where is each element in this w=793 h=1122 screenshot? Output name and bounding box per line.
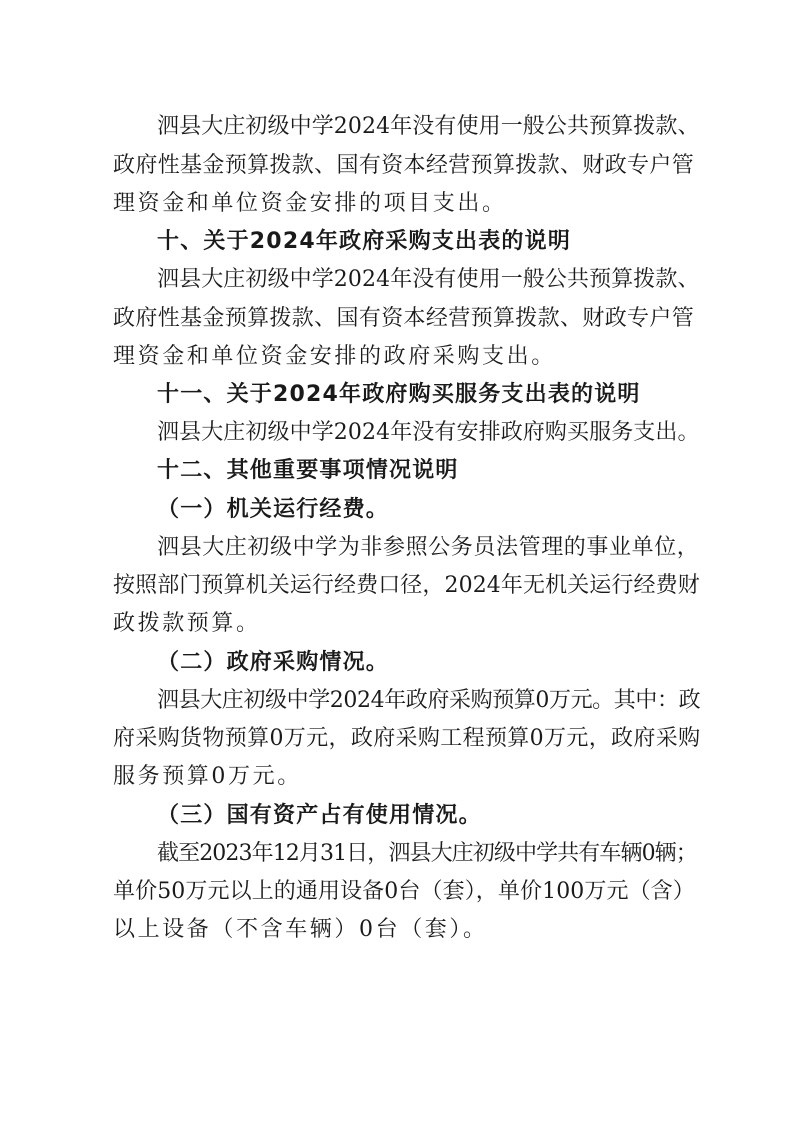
subsection-heading: （三）国有资产占有使用情况。 (157, 803, 482, 828)
section-heading: 十、关于2024年政府采购支出表的说明 (157, 229, 572, 254)
paragraph-line: 泗县大庄初级中学2024年没有使用一般公共预算拨款、 (157, 114, 700, 139)
paragraph-line: 政拨款预算。 (113, 611, 261, 636)
paragraph-line: 政府性基金预算拨款、国有资本经营预算拨款、财政专户管 (113, 306, 695, 331)
subsection-heading: （一）机关运行经费。 (157, 497, 390, 522)
section-heading: 十一、关于2024年政府购买服务支出表的说明 (157, 382, 641, 407)
paragraph-line: 泗县大庄初级中学2024年没有使用一般公共预算拨款、 (157, 267, 700, 292)
paragraph-line: 理资金和单位资金安排的项目支出。 (113, 191, 507, 216)
paragraph-line: 泗县大庄初级中学2024年政府采购预算0万元。其中：政 (157, 688, 701, 713)
paragraph-line: 理资金和单位资金安排的政府采购支出。 (113, 344, 556, 369)
paragraph-line: 府采购货物预算0万元，政府采购工程预算0万元，政府采购 (113, 726, 701, 751)
paragraph-line: 截至2023年12月31日，泗县大庄初级中学共有车辆0辆； (157, 841, 697, 866)
paragraph-line: 按照部门预算机关运行经费口径，2024年无机关运行经费财 (113, 573, 700, 598)
section-heading: 十二、其他重要事项情况说明 (157, 458, 459, 483)
paragraph-line: 政府性基金预算拨款、国有资本经营预算拨款、财政专户管 (113, 153, 695, 178)
paragraph-line: 泗县大庄初级中学2024年没有安排政府购买服务支出。 (157, 420, 700, 445)
paragraph-line: 以上设备（不含车辆）0台（套）。 (113, 917, 488, 942)
paragraph-line: 服务预算0万元。 (113, 764, 302, 789)
subsection-heading: （二）政府采购情况。 (157, 650, 390, 675)
paragraph-line: 单价50万元以上的通用设备0台（套），单价100万元（含） (113, 879, 695, 904)
paragraph-line: 泗县大庄初级中学为非参照公务员法管理的事业单位， (157, 535, 700, 560)
